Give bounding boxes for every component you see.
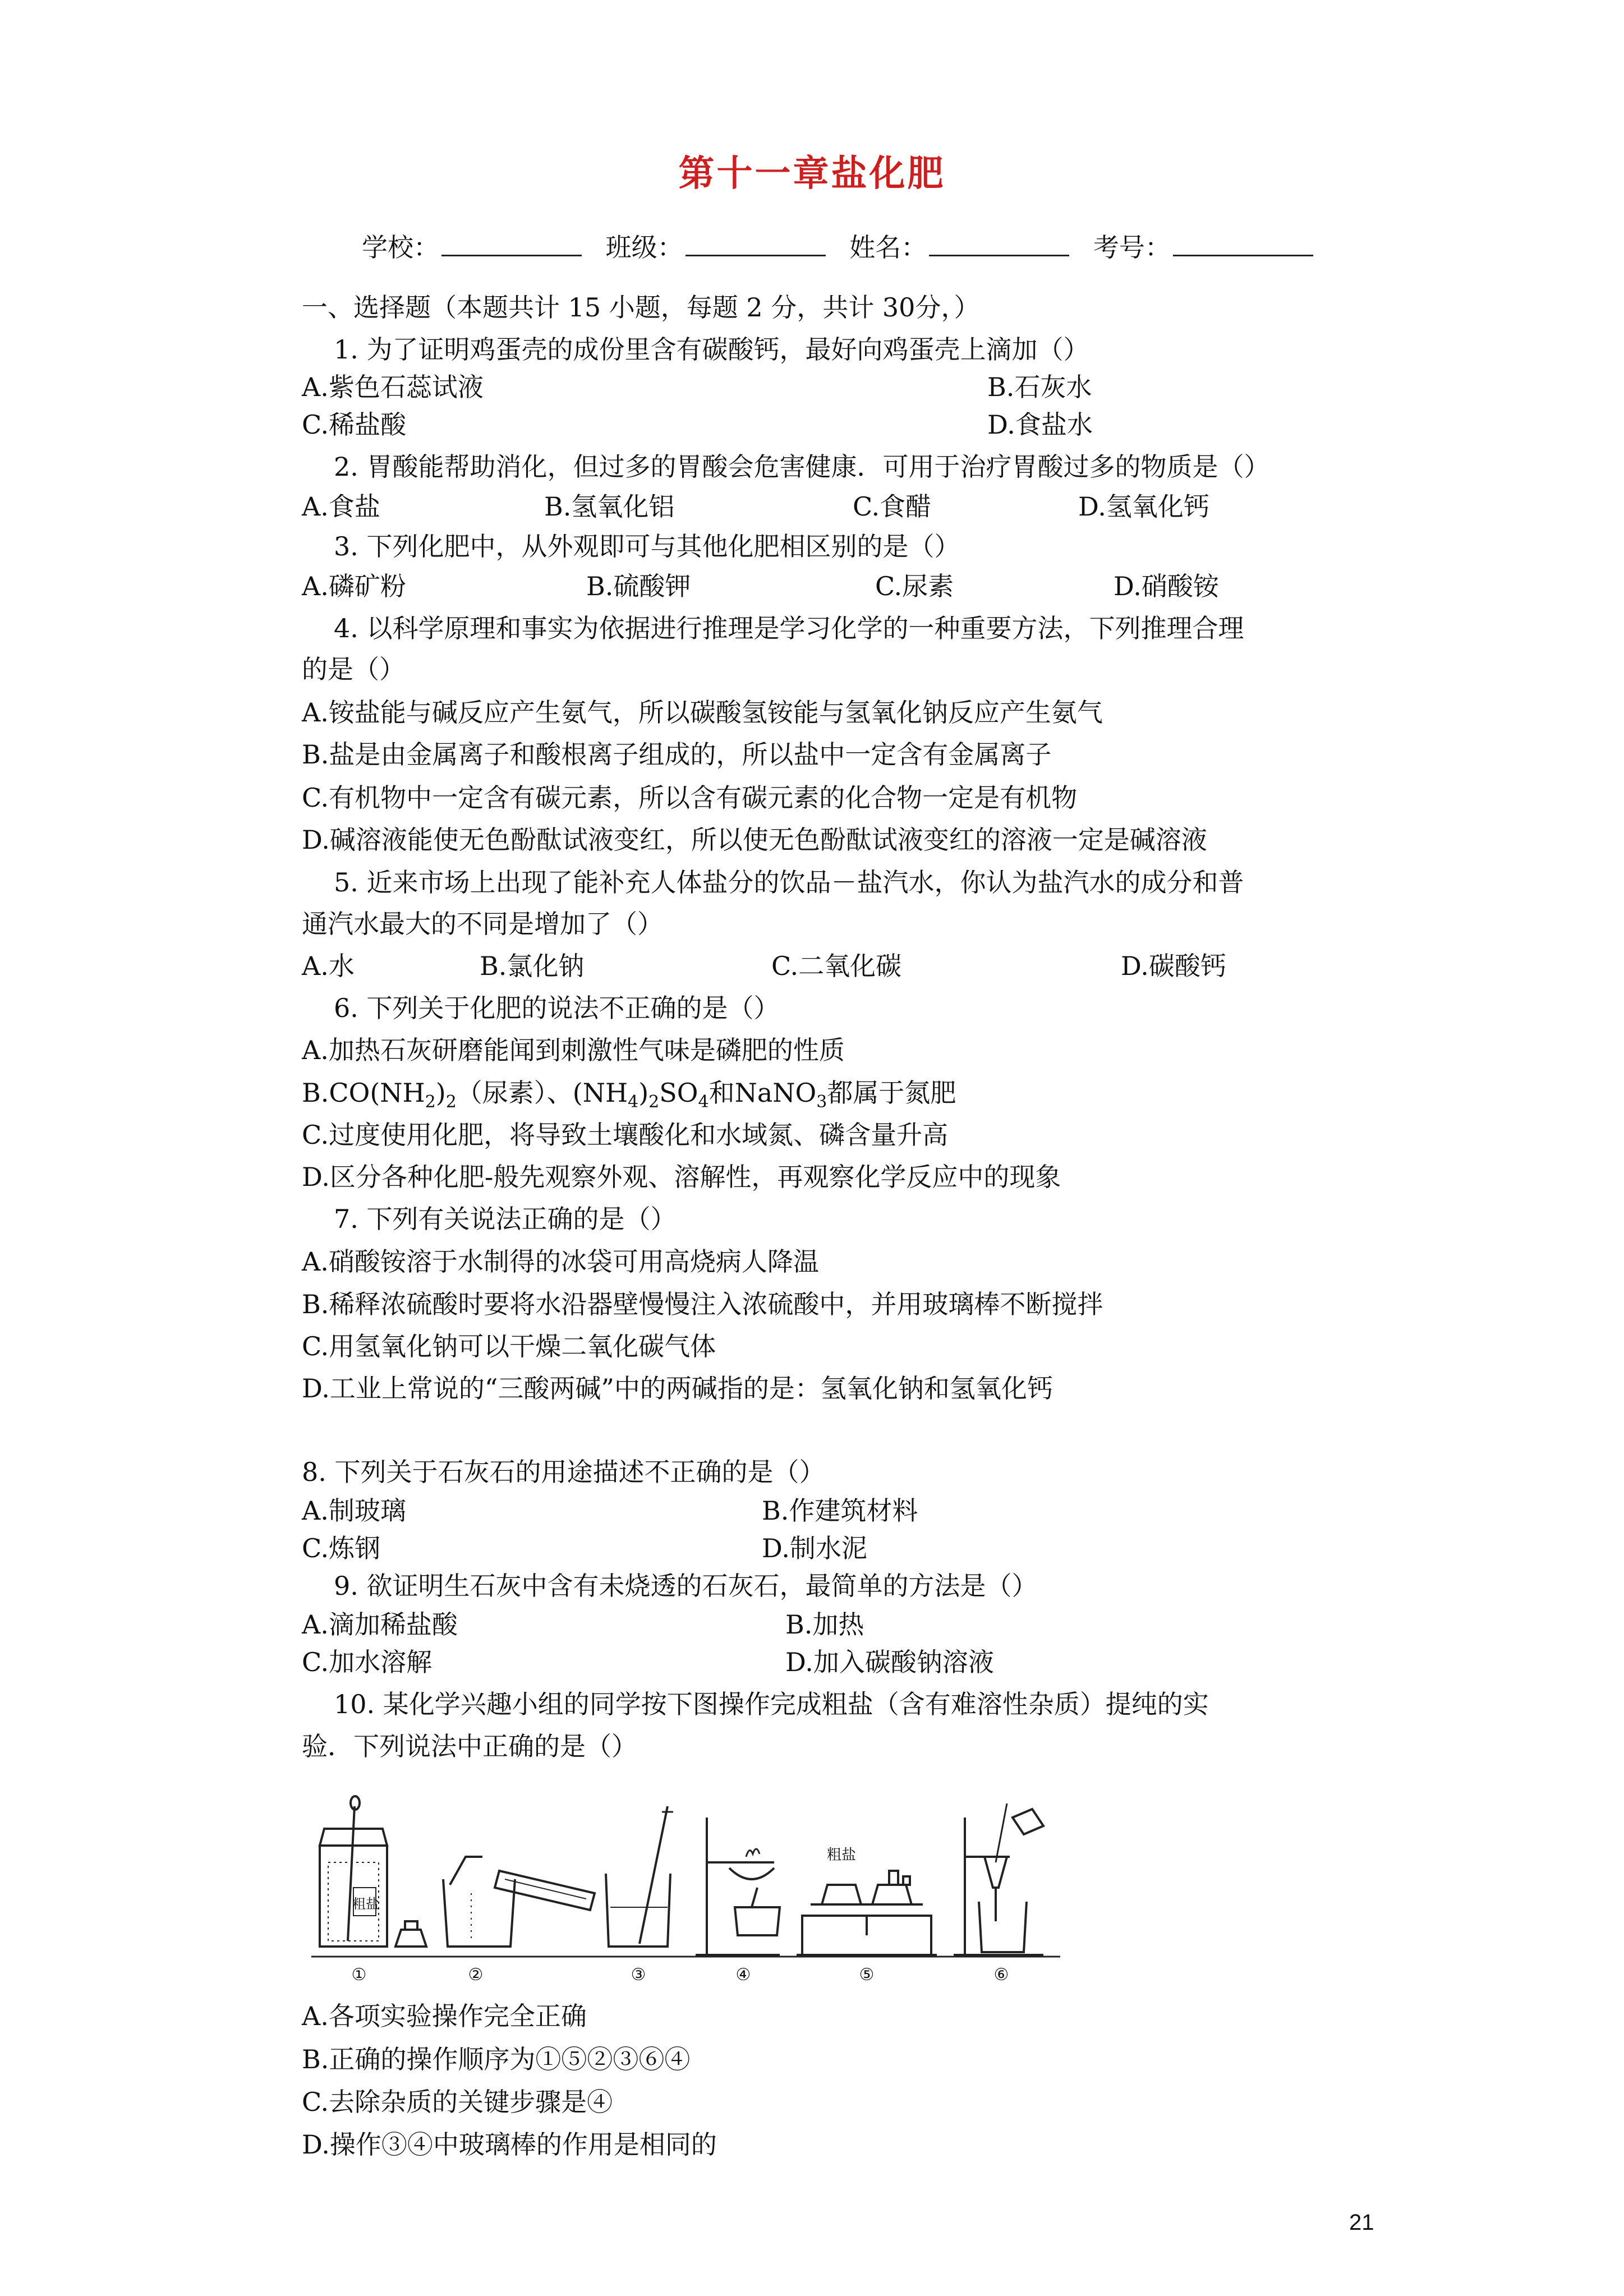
- figure-step-6: [954, 1803, 1043, 1955]
- q9-option-c[interactable]: C.加水溶解: [302, 1647, 433, 1677]
- q7-option-b[interactable]: B.稀释浓硫酸时要将水沿器壁慢慢注入浓硫酸中，并用玻璃棒不断搅拌: [302, 1289, 1103, 1319]
- student-info-line: [362, 230, 1329, 264]
- q3-option-b[interactable]: B.硫酸钾: [586, 571, 691, 601]
- q4-option-b[interactable]: B.盐是由金属离子和酸根离子组成的，所以盐中一定含有金属离子: [302, 739, 1052, 770]
- figure-label-2: ②: [468, 1965, 484, 1980]
- formula-text: ): [638, 1078, 649, 1108]
- q2-option-a[interactable]: A.食盐: [302, 491, 380, 522]
- formula-subscript: 2: [445, 1092, 457, 1112]
- formula-subscript: 2: [648, 1092, 660, 1112]
- formula-text: ): [435, 1078, 446, 1108]
- figure-step-1: [320, 1796, 426, 1947]
- q6-option-a[interactable]: A.加热石灰研磨能闻到刺激性气味是磷肥的性质: [302, 1035, 845, 1065]
- q7-option-d[interactable]: D.工业上常说的“三酸两碱”中的两碱指的是：氢氧化钠和氢氧化钙: [302, 1373, 1053, 1404]
- figure-label-3: ③: [631, 1965, 646, 1980]
- q8-option-c[interactable]: C.炼钢: [302, 1533, 381, 1563]
- figure-step-4: [696, 1818, 780, 1955]
- q7-option-a[interactable]: A.硝酸铵溶于水制得的冰袋可用高烧病人降温: [302, 1246, 819, 1277]
- formula-subscript: 4: [698, 1092, 709, 1112]
- school-field[interactable]: [441, 230, 582, 256]
- q9-option-a[interactable]: A.滴加稀盐酸: [302, 1609, 458, 1640]
- figure-label-1: ①: [351, 1965, 367, 1980]
- section-heading: 一、选择题（本题共计 15 小题，每题 2 分，共计 30分，）: [302, 292, 980, 323]
- q3-option-c[interactable]: C.尿素: [875, 571, 954, 601]
- q2-option-c[interactable]: C.食醋: [853, 491, 932, 522]
- question-6: 6. 下列关于化肥的说法不正确的是（）: [334, 993, 780, 1023]
- q10-option-c[interactable]: C.去除杂质的关键步骤是④: [302, 2087, 613, 2117]
- question-7: 7. 下列有关说法正确的是（）: [334, 1204, 677, 1234]
- q5-option-a[interactable]: A.水: [302, 951, 355, 981]
- question-2: 2. 胃酸能帮助消化，但过多的胃酸会危害健康．可用于治疗胃酸过多的物质是（）: [334, 452, 1270, 482]
- q1-option-a[interactable]: A.紫色石蕊试液: [302, 372, 484, 402]
- q8-option-d[interactable]: D.制水泥: [762, 1533, 867, 1563]
- q10-option-b[interactable]: B.正确的操作顺序为①⑤②③⑥④: [302, 2044, 691, 2074]
- question-3: 3. 下列化肥中，从外观即可与其他化肥相区别的是（）: [334, 531, 960, 562]
- q4-option-c[interactable]: C.有机物中一定含有碳元素，所以含有碳元素的化合物一定是有机物: [302, 783, 1078, 813]
- formula-text: （尿素）、(NH: [456, 1078, 628, 1108]
- q8-option-a[interactable]: A.制玻璃: [302, 1496, 406, 1526]
- question-4: 4. 以科学原理和事实为依据进行推理是学习化学的一种重要方法，下列推理合理: [334, 613, 1244, 643]
- question-10-cont: 验．下列说法中正确的是（）: [302, 1731, 637, 1761]
- figure-label-6: ⑥: [993, 1965, 1009, 1980]
- formula-subscript: 2: [425, 1092, 436, 1112]
- figure-step-2: [443, 1857, 595, 1947]
- q5-option-c[interactable]: C.二氧化碳: [771, 951, 902, 981]
- figure-step-3: [606, 1806, 673, 1947]
- q10-option-d[interactable]: D.操作③④中玻璃棒的作用是相同的: [302, 2129, 717, 2160]
- page-title: 第十一章盐化肥: [678, 153, 946, 195]
- class-label: 班级：: [605, 232, 683, 263]
- exam-number-label: 考号：: [1093, 232, 1171, 263]
- name-field[interactable]: [929, 230, 1069, 256]
- q5-option-b[interactable]: B.氯化钠: [480, 951, 585, 981]
- q4-option-a[interactable]: A.铵盐能与碱反应产生氨气，所以碳酸氢铵能与氢氧化钠反应产生氨气: [302, 697, 1103, 728]
- q3-option-d[interactable]: D.硝酸铵: [1114, 571, 1219, 601]
- question-9: 9. 欲证明生石灰中含有未烧透的石灰石，最简单的方法是（）: [334, 1571, 1038, 1601]
- jar-label: 粗盐: [352, 1896, 379, 1912]
- q9-option-d[interactable]: D.加入碳酸钠溶液: [785, 1647, 994, 1677]
- formula-text: B.CO(NH: [302, 1078, 425, 1108]
- q6-option-c[interactable]: C.过度使用化肥，将导致土壤酸化和水域氮、磷含量升高: [302, 1120, 949, 1150]
- question-1: 1. 为了证明鸡蛋壳的成份里含有碳酸钙，最好向鸡蛋壳上滴加（）: [334, 334, 1089, 365]
- formula-subscript: 4: [628, 1092, 639, 1112]
- q4-option-d[interactable]: D.碱溶液能使无色酚酞试液变红，所以使无色酚酞试液变红的溶液一定是碱溶液: [302, 825, 1207, 855]
- question-8: 8. 下列关于石灰石的用途描述不正确的是（）: [302, 1457, 825, 1487]
- q1-option-d[interactable]: D.食盐水: [987, 409, 1093, 440]
- formula-text: SO: [659, 1078, 698, 1108]
- page-number: 21: [1349, 2210, 1374, 2235]
- balance-label: 粗盐: [826, 1847, 857, 1864]
- figure-label-5: ⑤: [859, 1965, 875, 1980]
- question-5-cont: 通汽水最大的不同是增加了（）: [302, 909, 663, 939]
- name-label: 姓名：: [849, 232, 927, 263]
- q9-option-b[interactable]: B.加热: [785, 1609, 864, 1640]
- q2-option-b[interactable]: B.氢氧化铝: [544, 491, 675, 522]
- formula-subscript: 3: [816, 1092, 827, 1112]
- figure-step-5: [797, 1871, 937, 1955]
- formula-text: 都属于氮肥: [827, 1078, 956, 1108]
- q1-option-b[interactable]: B.石灰水: [987, 372, 1092, 402]
- q5-option-d[interactable]: D.碳酸钙: [1121, 951, 1226, 981]
- figure-label-4: ④: [735, 1965, 751, 1980]
- question-10: 10. 某化学兴趣小组的同学按下图操作完成粗盐（含有难溶性杂质）提纯的实: [334, 1689, 1209, 1719]
- salt-purification-figure: [303, 1795, 1088, 1980]
- exam-number-field[interactable]: [1173, 230, 1313, 256]
- q7-option-c[interactable]: C.用氢氧化钠可以干燥二氧化碳气体: [302, 1331, 716, 1361]
- formula-text: 和NaNO: [709, 1078, 817, 1108]
- q6-option-b[interactable]: [302, 1076, 956, 1110]
- q2-option-d[interactable]: D.氢氧化钙: [1078, 491, 1209, 522]
- class-field[interactable]: [686, 230, 826, 256]
- q1-option-c[interactable]: C.稀盐酸: [302, 409, 407, 440]
- q6-option-d[interactable]: D.区分各种化肥-般先观察外观、溶解性，再观察化学反应中的现象: [302, 1162, 1061, 1192]
- q10-option-a[interactable]: A.各项实验操作完全正确: [302, 2001, 587, 2031]
- question-5: 5. 近来市场上出现了能补充人体盐分的饮品－盐汽水，你认为盐汽水的成分和普: [334, 867, 1244, 898]
- q8-option-b[interactable]: B.作建筑材料: [762, 1496, 918, 1526]
- question-4-cont: 的是（）: [302, 654, 405, 684]
- school-label: 学校：: [362, 232, 439, 263]
- q3-option-a[interactable]: A.磷矿粉: [302, 571, 406, 601]
